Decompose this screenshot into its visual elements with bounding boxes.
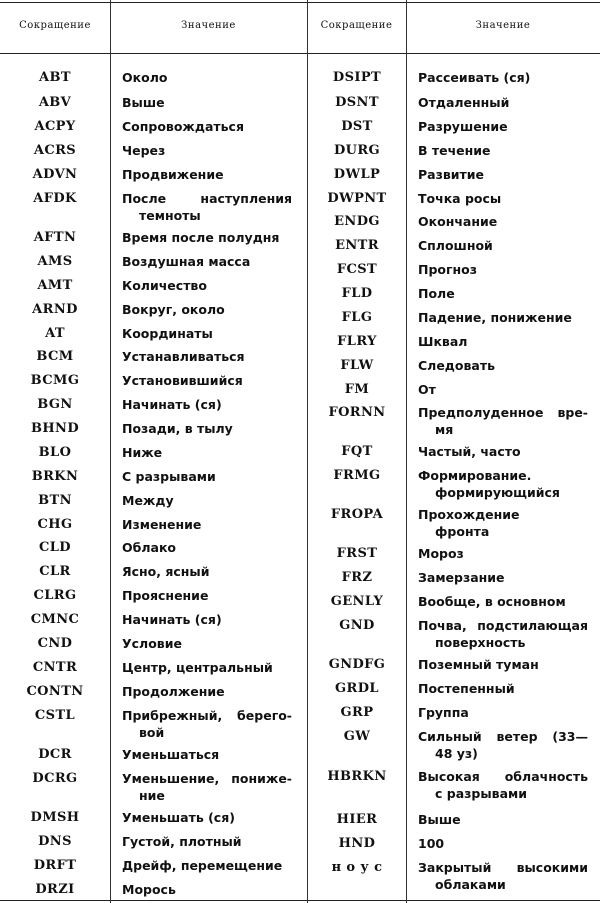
meaning-cell: Продолжение — [122, 684, 225, 699]
abbreviation-cell: GND — [339, 618, 375, 633]
meaning-cell: Рассеивать (ся) — [418, 70, 531, 85]
abbreviation-cell: CSTL — [34, 708, 76, 723]
abbreviation-cell: BCMG — [30, 373, 80, 388]
meaning-cell: От — [418, 382, 436, 397]
meaning-cell: Морось — [122, 882, 176, 897]
abbreviation-cell: BGN — [37, 397, 73, 412]
abbreviation-cell: BLO — [38, 445, 72, 460]
header-rule — [0, 53, 600, 54]
meaning-cell: Уменьшаться — [122, 747, 220, 762]
meaning-cell: Шквал — [418, 334, 468, 349]
abbreviation-cell: DCR — [38, 747, 72, 762]
meaning-cell: Сильный ветер (33— — [418, 729, 588, 744]
abbreviation-cell: ARND — [32, 302, 78, 317]
meaning-continuation: с разрывами — [435, 786, 527, 801]
abbreviation-cell: FCST — [336, 262, 378, 277]
meaning-cell: Время после полудня — [122, 230, 280, 245]
abbreviation-cell: AMT — [37, 278, 73, 293]
abbreviation-cell: CND — [37, 636, 73, 651]
meaning-cell: Частый, часто — [418, 444, 521, 459]
abbreviation-cell: FORNN — [328, 405, 386, 420]
meaning-cell: Вокруг, около — [122, 302, 225, 317]
abbreviation-cell: FQT — [341, 444, 373, 459]
meaning-cell: Следовать — [418, 358, 495, 373]
abbreviation-cell: FM — [344, 382, 370, 397]
meaning-cell: Выше — [122, 95, 165, 110]
abbreviation-cell: BRKN — [31, 469, 79, 484]
abbreviation-cell: BCM — [36, 349, 74, 364]
abbreviation-cell: AFTN — [33, 230, 77, 245]
abbreviation-cell: GRDL — [335, 681, 379, 696]
meaning-continuation: облаками — [435, 877, 506, 892]
meaning-cell: Около — [122, 70, 168, 85]
meaning-cell: Центр, центральный — [122, 660, 273, 675]
meaning-cell: Прояснение — [122, 588, 209, 603]
meaning-cell: Начинать (ся) — [122, 612, 222, 627]
abbreviation-cell: DRFT — [33, 858, 77, 873]
meaning-cell: Развитие — [418, 167, 485, 182]
abbreviation-cell: FLW — [340, 358, 374, 373]
header-meaning: Значение — [475, 20, 531, 31]
abbreviation-cell: DMSH — [30, 810, 80, 825]
column-divider — [110, 0, 111, 903]
abbreviation-cell: CLRG — [33, 588, 77, 603]
abbreviation-cell: DSNT — [335, 95, 379, 110]
meaning-cell: Предполуденное вре- — [418, 405, 588, 420]
meaning-cell: После наступления — [122, 191, 292, 206]
abbreviation-cell: GENLY — [330, 594, 384, 609]
abbreviation-cell: ENDG — [334, 214, 380, 229]
abbreviation-cell: DRZI — [35, 882, 75, 897]
header-abbreviation: Сокращение — [320, 20, 393, 31]
abbreviation-cell: CONTN — [26, 684, 84, 699]
meaning-cell: Ясно, ясный — [122, 564, 210, 579]
abbreviation-cell: CNTR — [32, 660, 78, 675]
abbreviation-cell: DCRG — [32, 771, 78, 786]
abbreviation-cell: AMS — [37, 254, 73, 269]
meaning-continuation: формирующийся — [435, 485, 560, 500]
abbreviation-cell: DSIPT — [332, 70, 382, 85]
column-divider — [406, 0, 407, 903]
meaning-cell: Уменьшение, пониже- — [122, 771, 292, 786]
meaning-cell: Условие — [122, 636, 182, 651]
meaning-cell: Начинать (ся) — [122, 397, 222, 412]
meaning-cell: Отдаленный — [418, 95, 510, 110]
meaning-cell: В течение — [418, 143, 491, 158]
meaning-cell: Выше — [418, 812, 461, 827]
abbreviation-cell: DWPNT — [327, 191, 387, 206]
abbreviation-cell: FRZ — [341, 570, 373, 585]
meaning-cell: С разрывами — [122, 469, 216, 484]
meaning-cell: Разрушение — [418, 119, 508, 134]
abbreviation-cell: DWLP — [333, 167, 381, 182]
meaning-cell: 100 — [418, 836, 445, 851]
meaning-cell: Окончание — [418, 214, 498, 229]
meaning-cell: Уменьшать (ся) — [122, 810, 235, 825]
abbreviation-cell: GW — [343, 729, 371, 744]
meaning-continuation: мя — [435, 422, 454, 437]
meaning-cell: Почва, подстилающая — [418, 618, 588, 633]
abbreviation-cell: CHG — [37, 517, 73, 532]
abbreviation-cell: FROPA — [330, 507, 384, 522]
meaning-cell: Сопровождаться — [122, 119, 244, 134]
meaning-cell: Поземный туман — [418, 657, 539, 672]
meaning-cell: Количество — [122, 278, 207, 293]
abbreviation-cell: ENTR — [335, 238, 379, 253]
meaning-cell: Позади, в тылу — [122, 421, 233, 436]
meaning-cell: Сплошной — [418, 238, 493, 253]
meaning-continuation: вой — [139, 725, 165, 740]
abbreviation-cell: FRST — [336, 546, 378, 561]
bottom-rule — [0, 900, 600, 901]
abbreviation-cell: DST — [341, 119, 373, 134]
meaning-cell: Продвижение — [122, 167, 224, 182]
meaning-continuation: фронта — [435, 524, 490, 539]
abbreviation-cell: FLRY — [337, 334, 377, 349]
meaning-cell: Мороз — [418, 546, 464, 561]
meaning-cell: Густой, плотный — [122, 834, 242, 849]
meaning-cell: Установившийся — [122, 373, 243, 388]
meaning-cell: Высокая облачность — [418, 769, 588, 784]
top-rule — [0, 2, 600, 3]
abbreviation-cell: ABT — [39, 70, 71, 85]
meaning-cell: Ниже — [122, 445, 163, 460]
meaning-cell: Облако — [122, 540, 177, 555]
meaning-continuation: ние — [139, 788, 165, 803]
meaning-continuation: поверхность — [435, 635, 526, 650]
header-abbreviation: Сокращение — [19, 20, 91, 31]
abbreviation-cell: CMNC — [30, 612, 80, 627]
abbreviation-cell: DNS — [38, 834, 72, 849]
abbreviation-cell: CLD — [39, 540, 71, 555]
abbreviation-cell: GRP — [340, 705, 374, 720]
meaning-cell: Падение, понижение — [418, 310, 572, 325]
abbreviation-cell: CLR — [39, 564, 71, 579]
header-meaning: Значение — [181, 20, 236, 31]
abbreviation-cell: HND — [338, 836, 376, 851]
abbreviation-cell: AFDK — [33, 191, 77, 206]
meaning-cell: Закрытый высокими — [418, 860, 588, 875]
abbreviation-cell: ACPY — [34, 119, 76, 134]
abbreviation-cell: ABV — [38, 95, 72, 110]
abbreviation-cell: DURG — [333, 143, 381, 158]
meaning-cell: Воздушная масса — [122, 254, 251, 269]
meaning-cell: Точка росы — [418, 191, 502, 206]
meaning-cell: Поле — [418, 286, 455, 301]
column-divider — [307, 0, 308, 903]
abbreviation-cell: GNDFG — [328, 657, 386, 672]
abbreviation-cell: HIER — [336, 812, 378, 827]
meaning-cell: Дрейф, перемещение — [122, 858, 283, 873]
abbreviation-cell: AT — [45, 326, 65, 341]
abbreviation-cell: FLG — [341, 310, 373, 325]
meaning-cell: Изменение — [122, 517, 202, 532]
meaning-continuation: темноты — [139, 208, 201, 223]
meaning-cell: Устанавливаться — [122, 349, 245, 364]
abbreviation-cell: BHND — [30, 421, 80, 436]
meaning-cell: Координаты — [122, 326, 213, 341]
meaning-cell: Прибрежный, берего- — [122, 708, 292, 723]
meaning-continuation: 48 уз) — [435, 746, 478, 761]
meaning-cell: Формирование. — [418, 468, 532, 483]
abbreviation-cell: FLD — [341, 286, 373, 301]
abbreviation-cell: BTN — [38, 493, 72, 508]
meaning-cell: Через — [122, 143, 166, 158]
meaning-cell: Вообще, в основном — [418, 594, 566, 609]
abbreviation-cell: ADVN — [32, 167, 78, 182]
meaning-cell: Замерзание — [418, 570, 505, 585]
meaning-cell: Группа — [418, 705, 469, 720]
abbreviation-cell: н о у с — [331, 860, 383, 875]
abbreviation-cell: FRMG — [333, 468, 381, 483]
meaning-cell: Постепенный — [418, 681, 515, 696]
meaning-cell: Прохождение — [418, 507, 520, 522]
abbreviation-cell: HBRKN — [327, 769, 387, 784]
abbreviation-cell: ACRS — [33, 143, 77, 158]
meaning-cell: Прогноз — [418, 262, 478, 277]
meaning-cell: Между — [122, 493, 174, 508]
